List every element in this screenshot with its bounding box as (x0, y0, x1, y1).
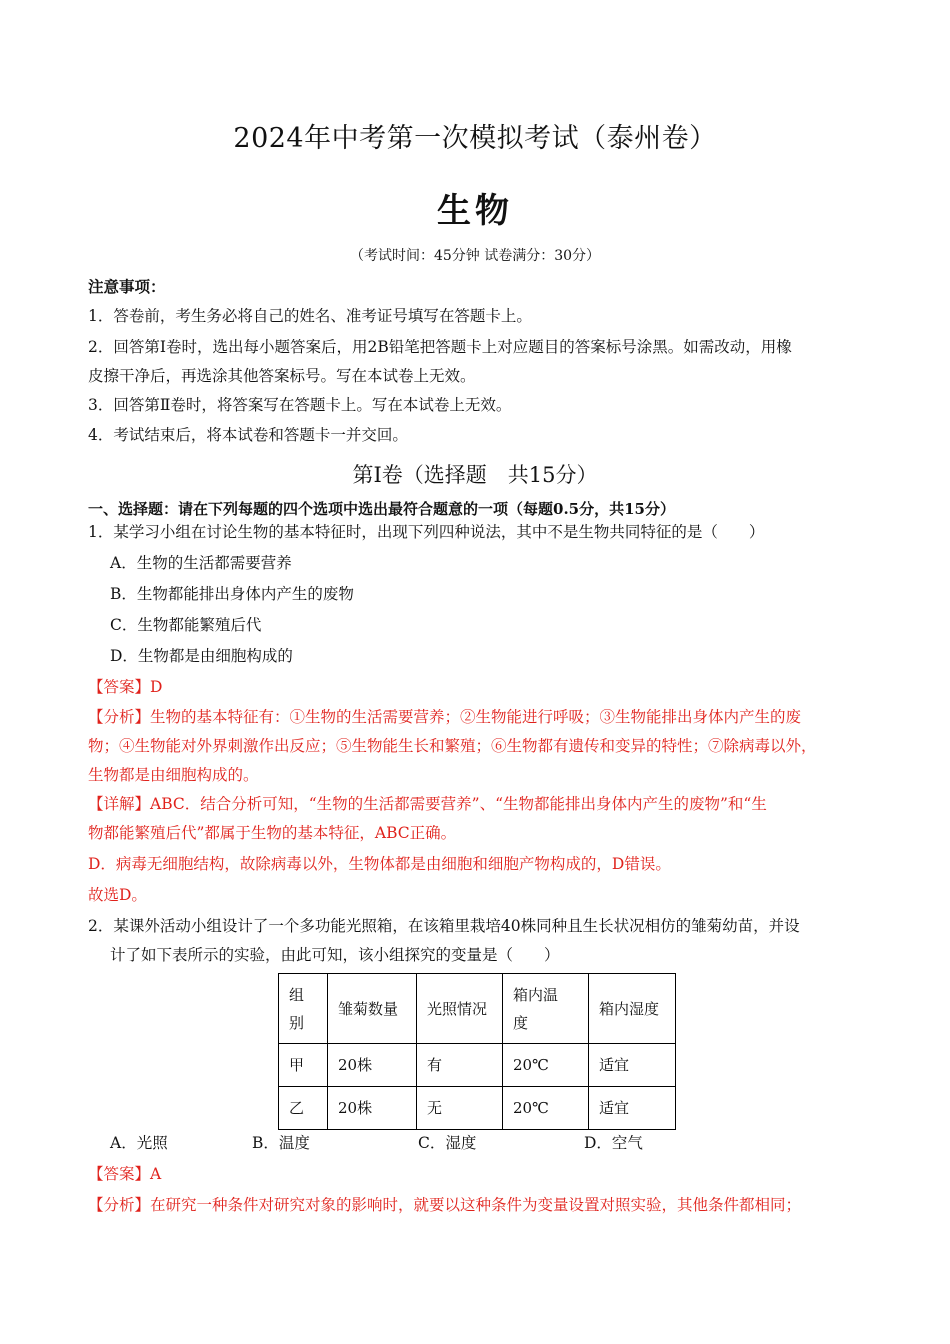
q1-detail-line: D．病毒无细胞结构，故除病毒以外，生物体都是由细胞和细胞产物构成的，D错误。 (88, 855, 671, 873)
q1-answer: 【答案】D (88, 678, 163, 696)
q1-detail-line: 物都能繁殖后代”都属于生物的基本特征，ABC正确。 (88, 824, 457, 842)
table-header-cell: 箱内湿度 (589, 974, 676, 1044)
q1-detail-line: 【详解】ABC．结合分析可知，“生物的生活都需要营养”、“生物都能排出身体内产生的废物”和“生 (88, 795, 767, 813)
table-header-cell: 雏菊数量 (328, 974, 417, 1044)
q1-stem: 1．某学习小组在讨论生物的基本特征时，出现下列四种说法，其中不是生物共同特征的是（ ） (88, 523, 765, 541)
q1-analysis-line: 【分析】生物的基本特征有：①生物的生活需要营养；②生物能进行呼吸；③生物能排出身体内产生的废 (88, 708, 802, 726)
q1-option-b: B．生物都能排出身体内产生的废物 (110, 585, 354, 603)
q2-answer: 【答案】A (88, 1165, 162, 1183)
table-cell: 适宜 (589, 1087, 676, 1130)
q2-option-a: A．光照 (110, 1134, 168, 1152)
notice-heading: 注意事项： (88, 277, 166, 296)
exam-title: 2024年中考第一次模拟考试（泰州卷） (233, 123, 717, 154)
table-header-cell: 箱内温 度 (503, 974, 589, 1044)
q2-option-c: C．湿度 (418, 1134, 477, 1152)
table-cell: 乙 (279, 1087, 328, 1130)
time-info: （考试时间：45分钟 试卷满分：30分） (349, 248, 601, 264)
table-header-row (279, 974, 676, 1044)
part-heading: 一、选择题：请在下列每题的四个选项中选出最符合题意的一项（每题0.5分，共15分） (88, 500, 675, 518)
notice-item: 3．回答第Ⅱ卷时，将答案写在答题卡上。写在本试卷上无效。 (88, 396, 512, 414)
q2-stem-line: 2．某课外活动小组设计了一个多功能光照箱，在该箱里栽培40株同种且生长状况相仿的雏菊幼苗，并设 (88, 917, 800, 935)
table-cell: 无 (417, 1087, 503, 1130)
table-row (279, 1044, 676, 1087)
q2-option-b: B．温度 (252, 1134, 310, 1152)
q2-option-d: D．空气 (584, 1134, 643, 1152)
table-cell: 20℃ (503, 1087, 589, 1130)
section-title: 第Ⅰ卷（选择题 共15分） (352, 463, 598, 487)
notice-item: 皮擦干净后，再选涂其他答案标号。写在本试卷上无效。 (88, 367, 476, 385)
subject-title: 生物 (437, 191, 513, 231)
q1-option-d: D．生物都是由细胞构成的 (110, 647, 293, 665)
experiment-table (278, 973, 676, 1130)
table-cell: 适宜 (589, 1044, 676, 1087)
notice-item: 1．答卷前，考生务必将自己的姓名、准考证号填写在答题卡上。 (88, 307, 532, 325)
q1-option-c: C．生物都能繁殖后代 (110, 616, 262, 634)
q2-analysis: 【分析】在研究一种条件对研究对象的影响时，就要以这种条件为变量设置对照实验，其他条件都相同； (88, 1196, 802, 1214)
table-row (279, 1087, 676, 1130)
q2-stem-line: 计了如下表所示的实验，由此可知，该小组探究的变量是（ ） (110, 946, 560, 964)
table-cell: 20℃ (503, 1044, 589, 1087)
q1-analysis-line: 生物都是由细胞构成的。 (88, 766, 259, 784)
table-cell: 20株 (328, 1044, 417, 1087)
table-header-cell: 光照情况 (417, 974, 503, 1044)
notice-item: 2．回答第Ⅰ卷时，选出每小题答案后，用2B铅笔把答题卡上对应题目的答案标号涂黑。如需改动，用橡 (88, 338, 792, 356)
table-cell: 有 (417, 1044, 503, 1087)
notice-item: 4．考试结束后，将本试卷和答题卡一并交回。 (88, 426, 408, 444)
table-header-cell: 组 别 (279, 974, 328, 1044)
q1-option-a: A．生物的生活都需要营养 (110, 554, 292, 572)
table-cell: 甲 (279, 1044, 328, 1087)
q1-detail-line: 故选D。 (88, 886, 147, 904)
table-cell: 20株 (328, 1087, 417, 1130)
q1-analysis-line: 物；④生物能对外界刺激作出反应；⑤生物能生长和繁殖；⑥生物都有遗传和变异的特性；⑦除病毒以外， (88, 737, 817, 755)
